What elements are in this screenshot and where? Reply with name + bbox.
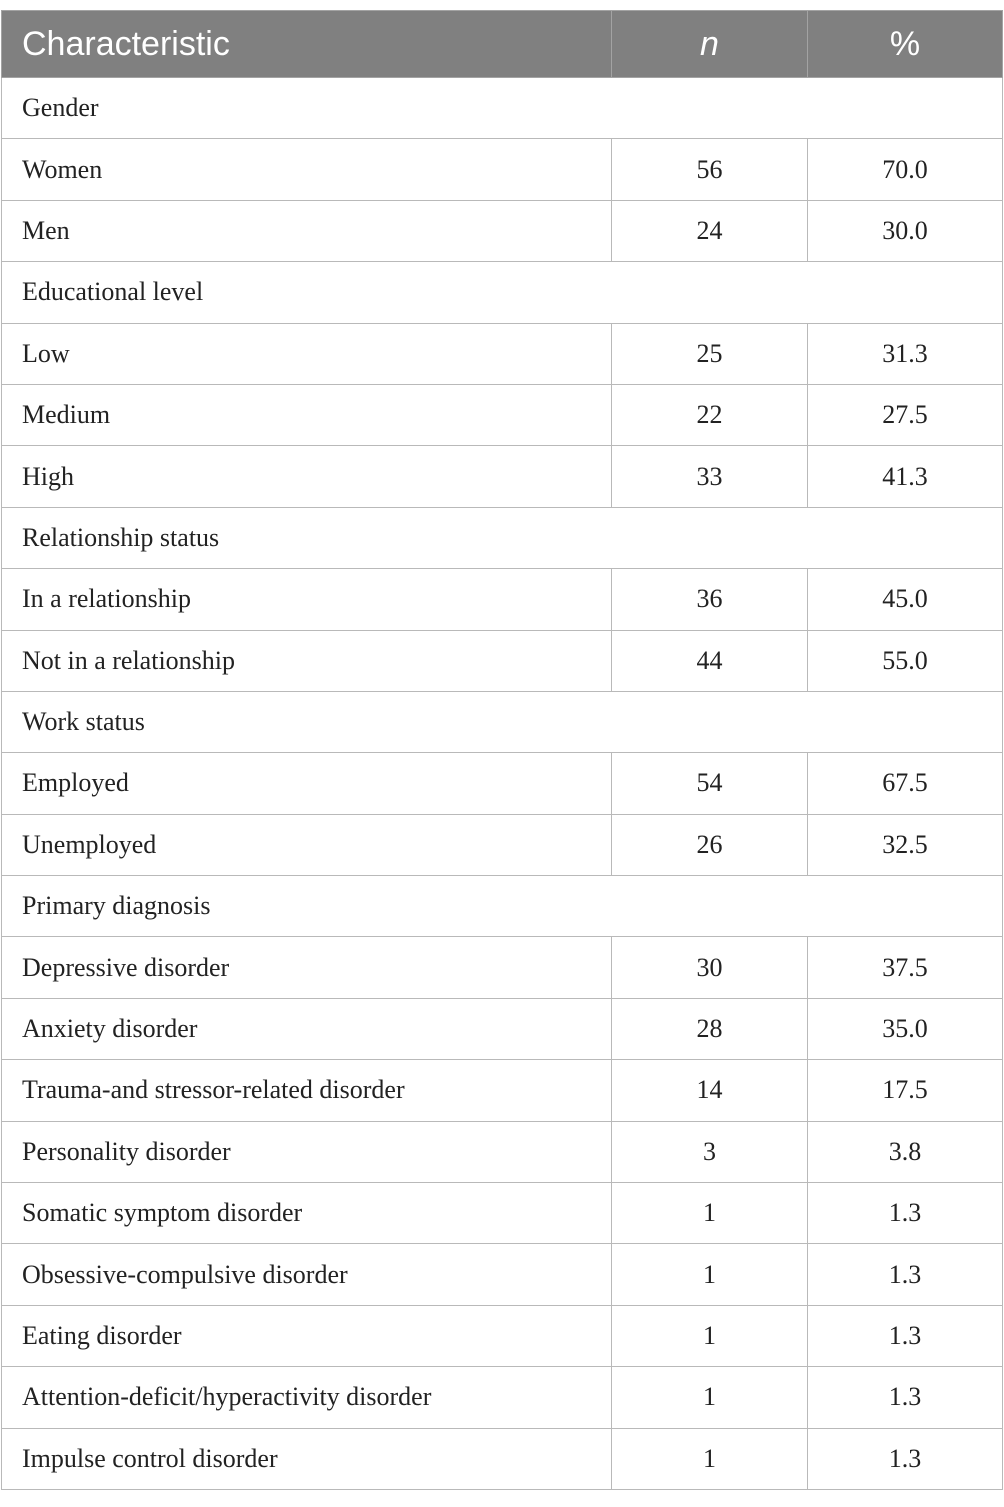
row-n: 3 xyxy=(612,1121,808,1182)
row-label: Depressive disorder xyxy=(2,937,612,998)
row-label: Low xyxy=(2,323,612,384)
row-n: 54 xyxy=(612,753,808,814)
row-percent: 1.3 xyxy=(808,1305,1003,1366)
header-characteristic: Characteristic xyxy=(2,11,612,78)
row-label: Impulse control disorder xyxy=(2,1428,612,1489)
row-percent: 1.3 xyxy=(808,1367,1003,1428)
table-row xyxy=(2,1183,1003,1244)
row-label: Obsessive-compulsive disorder xyxy=(2,1244,612,1305)
table-row xyxy=(2,1121,1003,1182)
row-percent: 31.3 xyxy=(808,323,1003,384)
row-n: 44 xyxy=(612,630,808,691)
section-row xyxy=(2,507,1003,568)
row-n: 30 xyxy=(612,937,808,998)
table-row xyxy=(2,937,1003,998)
row-percent: 17.5 xyxy=(808,1060,1003,1121)
row-n: 24 xyxy=(612,200,808,261)
section-label: Work status xyxy=(2,691,1003,752)
table-row xyxy=(2,1428,1003,1489)
table-row xyxy=(2,323,1003,384)
row-n: 1 xyxy=(612,1305,808,1366)
row-percent: 27.5 xyxy=(808,384,1003,445)
row-n: 28 xyxy=(612,998,808,1059)
row-label: High xyxy=(2,446,612,507)
row-percent: 45.0 xyxy=(808,569,1003,630)
table-row xyxy=(2,384,1003,445)
row-label: In a relationship xyxy=(2,569,612,630)
table-row xyxy=(2,446,1003,507)
row-n: 25 xyxy=(612,323,808,384)
row-label: Women xyxy=(2,139,612,200)
characteristics-table xyxy=(1,10,1003,1490)
header-percent: % xyxy=(808,11,1003,78)
table-row xyxy=(2,753,1003,814)
row-percent: 32.5 xyxy=(808,814,1003,875)
table-row xyxy=(2,1367,1003,1428)
section-label: Educational level xyxy=(2,262,1003,323)
header-n: n xyxy=(612,11,808,78)
table-row xyxy=(2,814,1003,875)
table-row xyxy=(2,1060,1003,1121)
row-percent: 1.3 xyxy=(808,1244,1003,1305)
table-row xyxy=(2,630,1003,691)
table-row xyxy=(2,1305,1003,1366)
row-percent: 35.0 xyxy=(808,998,1003,1059)
row-label: Attention-deficit/hyperactivity disorder xyxy=(2,1367,612,1428)
row-label: Medium xyxy=(2,384,612,445)
row-n: 26 xyxy=(612,814,808,875)
table-row xyxy=(2,1244,1003,1305)
table-row xyxy=(2,998,1003,1059)
row-n: 1 xyxy=(612,1183,808,1244)
row-label: Eating disorder xyxy=(2,1305,612,1366)
row-n: 1 xyxy=(612,1244,808,1305)
row-label: Trauma-and stressor-related disorder xyxy=(2,1060,612,1121)
row-percent: 1.3 xyxy=(808,1183,1003,1244)
section-row xyxy=(2,876,1003,937)
row-percent: 3.8 xyxy=(808,1121,1003,1182)
row-n: 56 xyxy=(612,139,808,200)
row-n: 1 xyxy=(612,1367,808,1428)
section-row xyxy=(2,78,1003,139)
table-row xyxy=(2,200,1003,261)
row-label: Employed xyxy=(2,753,612,814)
section-row xyxy=(2,691,1003,752)
section-label: Gender xyxy=(2,78,1003,139)
row-label: Not in a relationship xyxy=(2,630,612,691)
row-label: Anxiety disorder xyxy=(2,998,612,1059)
header-row xyxy=(2,11,1003,78)
row-percent: 37.5 xyxy=(808,937,1003,998)
row-n: 36 xyxy=(612,569,808,630)
table-header xyxy=(2,11,1003,78)
row-n: 14 xyxy=(612,1060,808,1121)
section-row xyxy=(2,262,1003,323)
row-n: 22 xyxy=(612,384,808,445)
row-label: Men xyxy=(2,200,612,261)
row-percent: 55.0 xyxy=(808,630,1003,691)
table-row xyxy=(2,139,1003,200)
row-label: Somatic symptom disorder xyxy=(2,1183,612,1244)
row-n: 1 xyxy=(612,1428,808,1489)
row-label: Unemployed xyxy=(2,814,612,875)
row-percent: 67.5 xyxy=(808,753,1003,814)
row-percent: 30.0 xyxy=(808,200,1003,261)
table-body xyxy=(2,78,1003,1490)
row-n: 33 xyxy=(612,446,808,507)
row-percent: 1.3 xyxy=(808,1428,1003,1489)
row-percent: 70.0 xyxy=(808,139,1003,200)
section-label: Primary diagnosis xyxy=(2,876,1003,937)
row-label: Personality disorder xyxy=(2,1121,612,1182)
table-row xyxy=(2,569,1003,630)
row-percent: 41.3 xyxy=(808,446,1003,507)
section-label: Relationship status xyxy=(2,507,1003,568)
